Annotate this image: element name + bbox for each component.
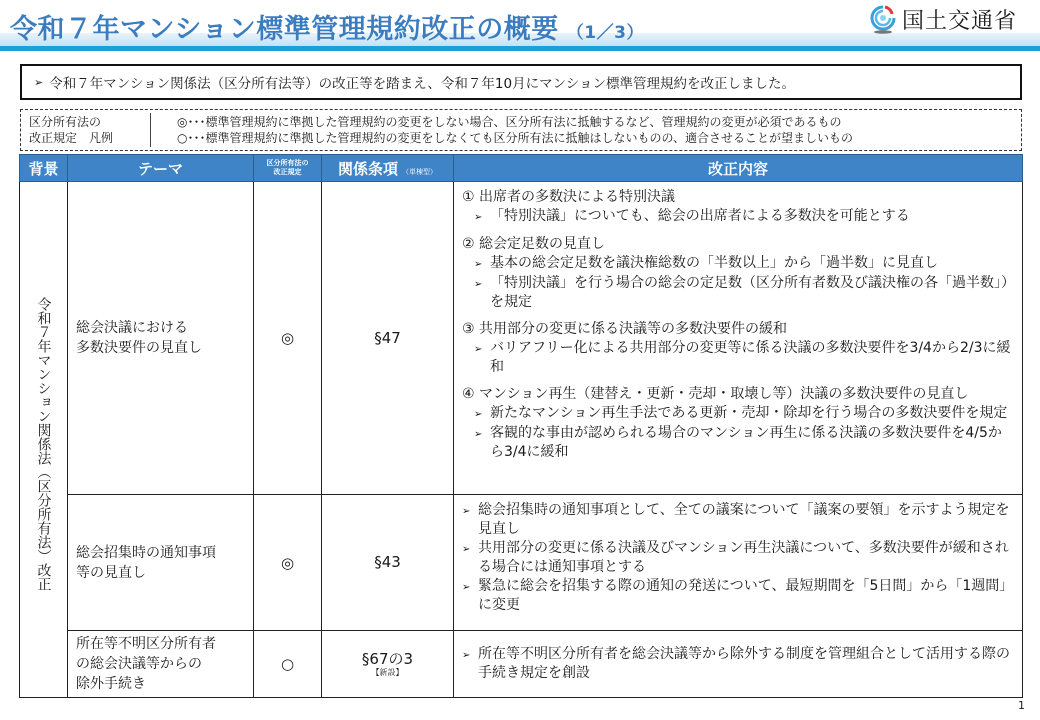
content-bullet	[462, 254, 1014, 274]
theme-cell	[68, 182, 254, 495]
summary-box	[20, 64, 1022, 100]
legend-item-double-circle: ◎･･･標準管理規約に準拠した管理規約の変更をしない場合、区分所有法に抵触するなど、管理規約の変更が必須であるもの	[177, 115, 842, 129]
arrow-bullet-icon: ➢	[462, 506, 471, 517]
content-bullet	[462, 577, 1014, 615]
content-group	[462, 385, 1014, 462]
table-row	[20, 631, 1023, 698]
ministry-name: 国土交通省	[902, 9, 1018, 34]
theme-line: 除外手続き	[76, 676, 146, 692]
content-cell	[454, 495, 1023, 631]
bullet-text: 「特別決議」についても、総会の出席者による多数決を可能とする	[490, 208, 910, 224]
page-indicator: （1／3）	[566, 23, 644, 43]
arrow-bullet-icon: ➢	[462, 650, 471, 661]
table-row	[20, 495, 1023, 631]
arrow-bullet-icon: ➢	[462, 544, 471, 555]
bullet-text: 客観的な事由が認められる場合のマンション再生に係る決議の多数決要件を4/5から3/4に緩和	[490, 425, 1002, 460]
clause-value: §43	[374, 553, 401, 571]
group-heading: ② 総会定足数の見直し	[462, 236, 606, 252]
header-theme: テーマ	[68, 155, 254, 182]
header-revision-line1: 区分所有法の	[266, 159, 309, 167]
group-heading: ③ 共用部分の変更に係る決議等の多数決要件の緩和	[462, 321, 787, 337]
legend-label-line1: 区分所有法の	[29, 115, 102, 129]
page-title	[10, 7, 644, 46]
arrow-bullet-icon: ➢	[462, 582, 471, 593]
new-clause-note: 【新設】	[371, 667, 404, 677]
arrow-bullet-icon: ➢	[474, 279, 483, 290]
header-revision-type	[254, 155, 322, 182]
theme-line: の総会決議等からの	[76, 656, 202, 672]
bullet-text: 所在等不明区分所有者を総会決議等から除外する制度を管理組合として活用する際の手続き規定を創設	[478, 646, 1010, 681]
header-content: 改正内容	[454, 155, 1023, 182]
content-bullet	[462, 539, 1014, 577]
page-number: 1	[1018, 699, 1025, 712]
title-text: 令和７年マンション標準管理規約改正の概要	[10, 14, 559, 45]
clause-cell	[322, 182, 454, 495]
legend-label-line2: 改正規定 凡例	[29, 131, 114, 145]
group-heading: ① 出席者の多数決による特別決議	[462, 189, 676, 205]
theme-line: 等の見直し	[76, 564, 146, 581]
header-revision-line2: 改正規定	[273, 168, 302, 176]
content-group	[462, 235, 1014, 312]
clause-cell	[322, 631, 454, 698]
table-header-row	[20, 155, 1023, 182]
theme-line: 総会招集時の通知事項	[76, 544, 216, 561]
legend-item-circle: ○･･･標準管理規約に準拠した管理規約の変更をしなくても区分所有法に抵触はしないものの、適合させることが望ましいもの	[177, 131, 853, 145]
theme-line: 多数決要件の見直し	[76, 340, 202, 356]
legend-label	[21, 113, 151, 147]
clause-value: §47	[374, 328, 401, 347]
group-heading: ④ マンション再生（建替え・更新・売却・取壊し等）決議の多数決要件の見直し	[462, 386, 969, 402]
theme-line: 所在等不明区分所有者	[76, 636, 216, 652]
clause-cell	[322, 495, 454, 631]
header-clause	[322, 155, 454, 182]
bullet-text: 新たなマンション再生手法である更新・売却・除却を行う場合の多数決要件を規定	[490, 405, 1008, 421]
header-accent-line	[0, 46, 1040, 51]
content-bullet	[462, 424, 1014, 462]
revision-mark: ○	[254, 631, 322, 698]
content-cell	[454, 182, 1023, 495]
arrow-bullet-icon: ➢	[474, 429, 483, 440]
arrow-bullet-icon: ➢	[474, 409, 483, 420]
mlit-logo-icon	[870, 5, 896, 35]
content-cell	[454, 631, 1023, 698]
arrow-bullet-icon: ➢	[474, 259, 483, 270]
bullet-text: 総会招集時の通知事項として、全ての議案について「議案の要領」を示すよう規定を見直し	[478, 502, 1010, 537]
content-bullet	[462, 501, 1014, 539]
ministry-logo	[870, 4, 1017, 35]
slide-header	[0, 0, 1040, 50]
legend-items	[151, 110, 853, 150]
revision-table	[19, 154, 1023, 698]
theme-cell	[68, 495, 254, 631]
arrow-bullet-icon: ➢	[474, 212, 483, 223]
bullet-text: 基本の総会定足数を議決権総数の「半数以上」から「過半数」に見直し	[490, 255, 938, 271]
content-group	[462, 188, 1014, 227]
content-bullet	[462, 274, 1014, 312]
background-text: 令和７年マンション関係法（区分所有法）改正	[35, 296, 52, 591]
background-cell	[20, 182, 68, 698]
clause-value: §67の3	[361, 649, 414, 668]
content-group	[462, 320, 1014, 377]
bullet-text: 「特別決議」を行う場合の総会の定足数（区分所有者数及び議決権の各「過半数」）を規定	[490, 275, 1008, 310]
summary-text: 令和７年マンション関係法（区分所有法等）の改正等を踏まえ、令和７年10月にマンション標準管理規約を改正しました。	[49, 76, 795, 92]
legend-box	[20, 109, 1022, 151]
header-clause-label: 関係条項	[337, 159, 398, 178]
bullet-text: バリアフリー化による共用部分の変更等に係る決議の多数決要件を3/4から2/3に緩和	[490, 340, 1011, 375]
content-bullet	[462, 207, 1014, 227]
content-bullet	[462, 645, 1014, 683]
revision-mark: ◎	[254, 182, 322, 495]
content-bullet	[462, 339, 1014, 377]
theme-line: 総会決議における	[76, 320, 188, 336]
arrow-bullet-icon: ➢	[474, 344, 483, 355]
revision-mark: ◎	[254, 495, 322, 631]
theme-cell	[68, 631, 254, 698]
content-bullet	[462, 404, 1014, 424]
bullet-text: 共用部分の変更に係る決議及びマンション再生決議について、多数決要件が緩和される場合には通知事項とする	[478, 540, 1009, 575]
header-clause-note: （単棟型）	[402, 167, 437, 176]
bullet-text: 緊急に総会を招集する際の通知の発送について、最短期間を「5日間」から「1週間」に変更	[478, 578, 1014, 613]
arrow-bullet-icon: ➢	[34, 75, 44, 89]
header-background: 背景	[20, 155, 68, 182]
table-row	[20, 182, 1023, 495]
